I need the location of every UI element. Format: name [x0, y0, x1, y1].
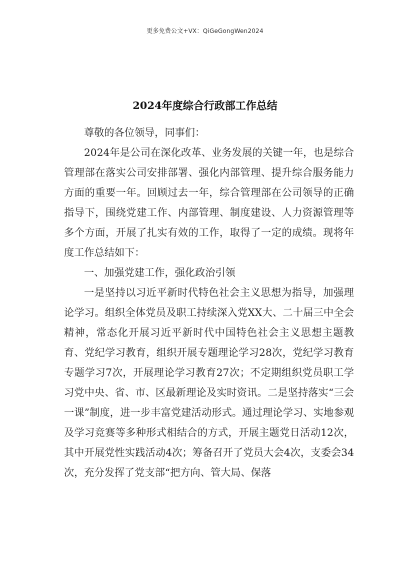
intro-paragraph: 2024年是公司在深化改革、业务发展的关键一年，也是综合管理部在落实公司安排部署、强化内部管理、提升综合服务能力方面的重要一年。回顾过去一年，综合管理部在公司领导的正确指导下，围绕党建工作、内部管理、制度建设、人力资源管理等多个方面，开展了扎实有效的工作，取得了一定的成绩。现将年度工作总结如下：	[64, 148, 354, 259]
document-body	[64, 144, 354, 484]
header-note: 更多免费公文+VX：QiGeGongWen2024	[146, 28, 264, 35]
section-heading: 一、加强党建工作，强化政治引领	[84, 268, 236, 279]
party-work-paragraph: 一是坚持以习近平新时代特色社会主义思想为指导，加强理论学习。组织全体党员及职工持续深入党XX大、二十届三中全会精神，常态化开展习近平新时代中国特色社会主义思想主题教育、党纪学习教育，组织开展专题理论学习28次，党纪学习教育专题学习7次，开展理论学习教育27次；不定期组织党员职工学习党中央、省、市、区最新理论及实时资讯。二是坚持落实“三会一课”制度，进一步丰富党建活动形式。通过理论学习、实地参观及学习竞赛等多种形式相结合的方式，开展主题党日活动12次，其中开展党性实践活动4次；筹备召开了党员大会4次，支委会34次，充分发挥了党支部“把方向、管大局、保落	[64, 288, 354, 479]
greeting: 尊敬的各位领导，同事们：	[84, 128, 206, 139]
document-title: 2024年度综合行政部工作总结	[132, 100, 278, 112]
